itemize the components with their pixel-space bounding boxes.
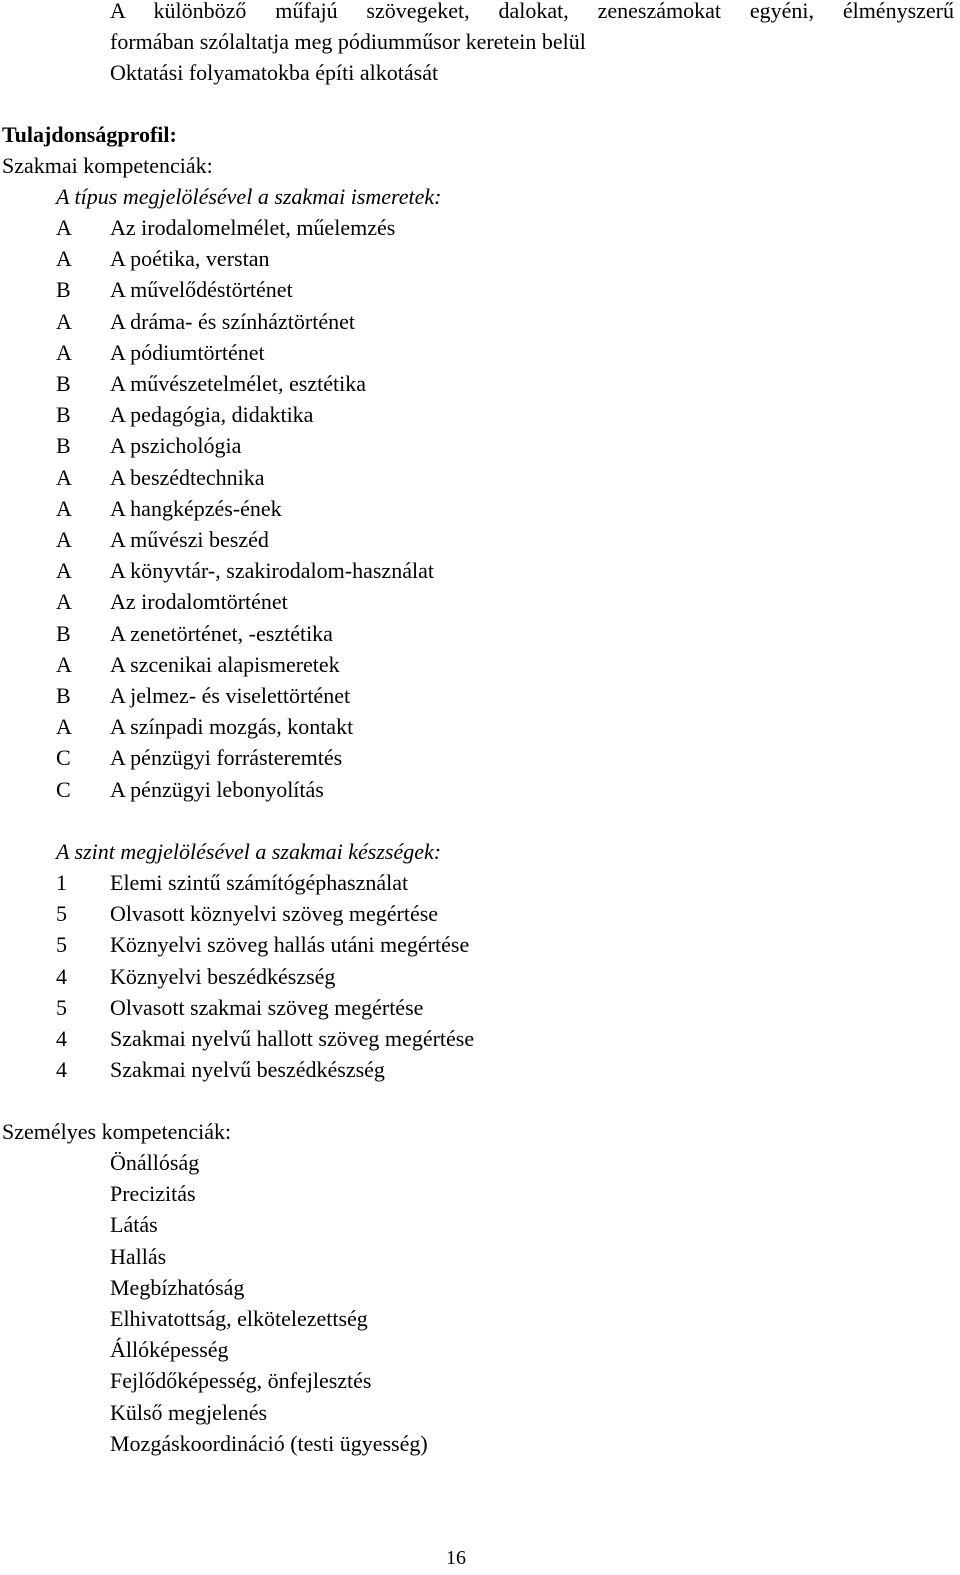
list-item: Mozgáskoordináció (testi ügyesség): [110, 1430, 428, 1456]
skills-heading: A szint megjelölésével a szakmai készségek:: [56, 839, 442, 864]
list-item-code: A: [56, 651, 72, 677]
list-item-code: A: [56, 589, 72, 615]
list-item: Külső megjelenés: [110, 1399, 268, 1425]
profile-title: Tulajdonságprofil:: [2, 122, 177, 147]
intro-line-3: Oktatási folyamatokba építi alkotását: [110, 60, 439, 85]
list-item-code: B: [56, 371, 71, 396]
list-item-text: A szcenikai alapismeretek: [110, 651, 340, 677]
list-item: Elhivatottság, elkötelezettség: [110, 1306, 368, 1331]
list-item-text: A dráma- és színháztörténet: [110, 308, 355, 334]
list-item-code: A: [56, 246, 72, 272]
list-item-text: A jelmez- és viselettörténet: [110, 683, 351, 708]
list-item-code: 5: [56, 901, 67, 927]
list-item-code: A: [56, 464, 72, 490]
list-item-code: 4: [56, 1057, 67, 1083]
list-item-code: B: [56, 433, 71, 459]
list-item-text: A pénzügyi lebonyolítás: [110, 776, 324, 802]
list-item-text: A beszédtechnika: [110, 464, 265, 490]
list-item-text: A poétika, verstan: [110, 246, 270, 272]
list-item-code: A: [56, 527, 72, 552]
list-item-text: Olvasott köznyelvi szöveg megértése: [110, 901, 439, 927]
list-item-text: Köznyelvi szöveg hallás utáni megértése: [110, 932, 470, 958]
list-item-text: A színpadi mozgás, kontakt: [110, 714, 354, 740]
list-item-text: Az irodalomelmélet, műelemzés: [110, 215, 396, 240]
list-item-code: 5: [56, 994, 67, 1020]
list-item-code: A: [56, 339, 72, 365]
list-item-code: 4: [56, 963, 67, 989]
list-item-code: B: [56, 402, 71, 428]
list-item-code: B: [56, 620, 71, 646]
list-item-code: A: [56, 308, 72, 334]
list-item-text: Köznyelvi beszédkészség: [110, 963, 336, 989]
professional-competencies-title: Szakmai kompetenciák:: [2, 153, 213, 178]
intro-line-2: formában szólaltatja meg pódiumműsor keretein belül: [110, 29, 586, 54]
intro-line-1: A különböző műfajú szövegeket, dalokat, zeneszámokat egyéni, élményszerű: [110, 0, 954, 23]
list-item-text: A pszichológia: [110, 433, 242, 459]
list-item: Precizitás: [110, 1181, 196, 1207]
list-item: Megbízhatóság: [110, 1274, 245, 1300]
list-item-text: A művészetelmélet, esztétika: [110, 371, 366, 396]
list-item: Hallás: [110, 1243, 167, 1269]
list-item-text: A művelődéstörténet: [110, 277, 293, 303]
list-item-text: Szakmai nyelvű beszédkészség: [110, 1057, 385, 1083]
list-item-text: A pódiumtörténet: [110, 339, 265, 365]
list-item-code: A: [56, 215, 72, 240]
list-item-text: A pedagógia, didaktika: [110, 402, 314, 428]
list-item-code: A: [56, 714, 72, 740]
list-item-text: Az irodalomtörténet: [110, 589, 288, 615]
list-item-code: C: [56, 776, 71, 802]
list-item-code: B: [56, 683, 71, 708]
list-item-text: A hangképzés-ének: [110, 495, 282, 521]
list-item-code: C: [56, 745, 71, 771]
list-item: Önállóság: [110, 1150, 200, 1175]
list-item-text: A művészi beszéd: [110, 527, 269, 552]
list-item-code: A: [56, 495, 72, 521]
list-item-text: A pénzügyi forrásteremtés: [110, 745, 343, 771]
list-item-code: 4: [56, 1026, 67, 1051]
list-item-code: B: [56, 277, 71, 303]
list-item: Látás: [110, 1212, 158, 1238]
list-item-text: A könyvtár-, szakirodalom-használat: [110, 558, 434, 584]
list-item-code: A: [56, 558, 72, 584]
page-number: 16: [446, 1547, 466, 1569]
list-item: Fejlődőképesség, önfejlesztés: [110, 1368, 372, 1394]
list-item-text: Szakmai nyelvű hallott szöveg megértése: [110, 1026, 475, 1051]
list-item-text: A zenetörténet, -esztétika: [110, 620, 333, 646]
list-item-code: 5: [56, 932, 67, 958]
personal-competencies-title: Személyes kompetenciák:: [2, 1119, 232, 1144]
list-item-code: 1: [56, 870, 67, 895]
knowledge-heading: A típus megjelölésével a szakmai ismeretek:: [56, 184, 442, 209]
list-item-text: Elemi szintű számítógéphasználat: [110, 870, 409, 895]
list-item-text: Olvasott szakmai szöveg megértése: [110, 994, 424, 1020]
list-item: Állóképesség: [110, 1337, 229, 1363]
